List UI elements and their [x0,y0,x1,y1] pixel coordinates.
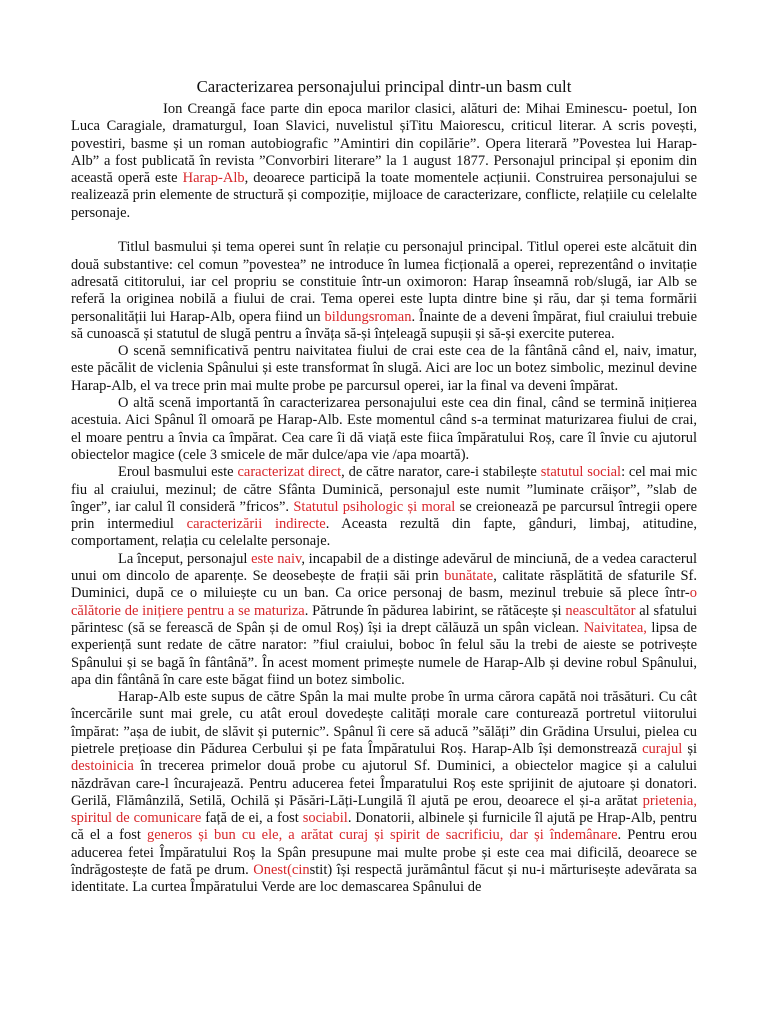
paragraph-intro [71,101,697,222]
highlighted-phrase: este naiv [251,550,302,567]
text-run: , calitate răsplătită de sfaturile Sf. Duminici, după ce o miluiește cu un ban. Ca orice personaj de basm, mezinul trebuie să plece într- [71,568,697,602]
highlighted-phrase: prietenia, spiritul de comunicare [71,792,697,827]
text-run: față de ei, a fost [201,810,303,827]
highlighted-phrase: bildungsroman [324,308,412,325]
highlighted-phrase: destoinicia [71,758,134,775]
text-run: Harap-Alb este supus de către Spân la mai multe probe în urma cărora capătă noi trăsături. Cu cât încercările sunt mai grele, cu atât eroul dovedește calități morale care conturează portretul viitorului împărat: ”așa de iubit, de slăvit și puternic”. Spânul îi cere să aducă ”sălăți” din Grădina Ursului, pielea cu pietrele prețioase din Pădurea Cerbului și pe fata Împăratului Roș. Harap-Alb își demonstrează [71,689,697,757]
text-run: stit) își respectă jurământul făcut și nu-i mărturisește adevărata sa identitate. La curtea Împăratului Verde are loc demascarea Spânului de [71,862,697,896]
highlighted-phrase: curajul [642,740,683,757]
text-run: . Înainte de a deveni împărat, fiul craiului trebuie să cunoască și statutul de slugă pentru a învăța să-și înțeleagă supușii și să-și exercite puterea. [71,308,698,342]
text-run: Eroul basmului este [118,464,238,481]
highlighted-phrase: caracterizării indirecte [186,516,326,533]
highlighted-phrase: caracterizat direct [237,464,342,481]
highlighted-phrase: o călătorie de inițiere pentru a se maturiza [71,585,697,619]
paragraph-trials [71,689,697,897]
paragraph-beginning [71,551,697,689]
paragraph-scene-fountain [71,343,697,395]
highlighted-phrase: Statutul psihologic și moral [293,498,456,515]
text-run: lipsa de experiență sunt redate de către narator: ”fiul craiului, boboc în felul său la trebi de aieste se potrivește Spânului și se bagă în fântână”. În acest moment primește numele de Harap-Alb și devine robul Spânului, apa din fântână în care este băgat fiind un botez simbolic. [71,619,697,688]
text-run: O altă scenă importantă în caracterizarea personajului este cea din final, când se termină inițierea acestuia. Aici Spânul îl omoară pe Harap-Alb. Este momentul când s-a terminat maturizarea fiului de crai, el moare pentru a învia ca împărat. Cea care îi dă viață este fiica împăratului Roș, care îl învie cu ajutorul obiectelor magice (cele 3 smicele de măr dulce/apa vie /apa moartă). [71,395,697,463]
text-run: La început, personajul [118,550,252,567]
highlighted-phrase: Onest(cin [253,862,310,879]
text-run: se creionează pe parcursul întregii opere prin intermediul [71,498,698,533]
highlighted-phrase: statutul social [540,464,622,481]
text-run: , deoarece participă la toate momentele acțiunii. Construirea personajului se realizează prin elemente de structură și compoziție, mijloace de caracterizare, conflicte, relațiile cu celelalte personaje. [71,170,698,221]
highlighted-phrase: neascultător [565,602,636,619]
text-run: . Pentru erou aducerea fetei Împăratului Roș la Spân presupune mai multe probe și este cea mai dificilă, deoarece se îndrăgostește de fată pe drum. [71,827,697,879]
document-title: Caracterizarea personajului principal dintr-un basm cult [196,77,572,96]
paragraph-title-theme [71,239,697,343]
text-run: : cel mai mic fiu al craiului, mezinul; de către Sfânta Duminică, personajul este numit ”luminate crăișor”, ”slab de înger”, iar calul îl consideră ”fricos”. [71,464,698,515]
highlighted-phrase: bunătate [444,568,494,585]
text-run: , de către narator, care-i stabilește [341,464,541,481]
text-run: în trecerea primelor două probe cu ajutorul Sf. Duminici, a obiectelor magice și a calului năzdrăvan care-l încurajează. Pentru aducerea fetei Împaratului Roș este sprijinit de ajutoare și donatori. Gerilă, Flămânzilă, Setilă, Ochilă și Păsări-Lăți-Lungilă îl ajută pe erou, deoarece el și-a arătat [71,758,697,809]
text-run: al sfatului părintesc (să se ferească de Spân și de omul Roș) își ia drept călăuză un spân viclean. [71,602,698,636]
text-run: Ion Creangă face parte din epoca marilor clasici, alături de: Mihai Eminescu- poetul, Ion Luca Caragiale, dramaturgul, Ioan Slavici, nuvelistul șiTitu Maiorescu, criticul literar. A scris povești, povestiri, basme și un roman autobiografic ”Amintiri din copilărie”. Opera literară ”Povestea lui Harap-Alb” a fost publicată în revista ”Convorbiri literare” la 1 august 1877. Personajul principal și eponim din această operă este [71,101,697,187]
text-run: , incapabil de a distinge adevărul de minciună, de a vedea caracterul unui om dincolo de aparențe. Se deosebește de frații săi prin [71,550,697,585]
text-run: . Aceasta rezultă din fapte, gânduri, limbaj, atitudine, comportament, relația cu celelalte personaje. [71,516,697,550]
highlighted-phrase: Harap-Alb [182,170,245,187]
text-run: . Pătrunde în pădurea labirint, se rătăcește și [304,602,566,619]
text-run: . Donatorii, albinele și furnicile îl ajută pe Hrap-Alb, pentru că el a fost [71,810,698,844]
highlighted-phrase: sociabil [302,810,348,827]
highlighted-phrase: Naivitatea, [583,619,647,636]
text-run: O scenă semnificativă pentru naivitatea fiului de crai este cea de la fântână când el, naiv, imatur, este păcălit de viclenia Spânului și este transformat în slugă. Aici are loc un botez simbolic, mezinul devine Harap-Alb, el va trece prin mai multe probe pe parcursul operei, iar la final va deveni împărat. [71,343,697,394]
document-body [71,101,697,897]
text-run: Titlul basmului și tema operei sunt în relație cu personajul principal. Titlul operei este alcătuit din două substantive: cel comun ”povestea” ne introduce în lumea ficțională a operei, reprezentând o invitație adresată cititorului, iar cel propriu se constituie într-un oximoron: Harap înseamnă rob/slugă, iar Alb se referă la originea nobilă a fiului de crai. Tema operei este lupta dintre bine și rău, dar și tema formării personalității lui Harap-Alb, opera fiind un [71,239,697,325]
text-run: și [682,740,697,757]
highlighted-phrase: generos și bun cu ele, a arătat curaj și spirit de sacrificiu, dar și îndemânare [147,827,618,844]
paragraph-scene-final [71,395,697,464]
paragraph-characterization [71,464,697,550]
